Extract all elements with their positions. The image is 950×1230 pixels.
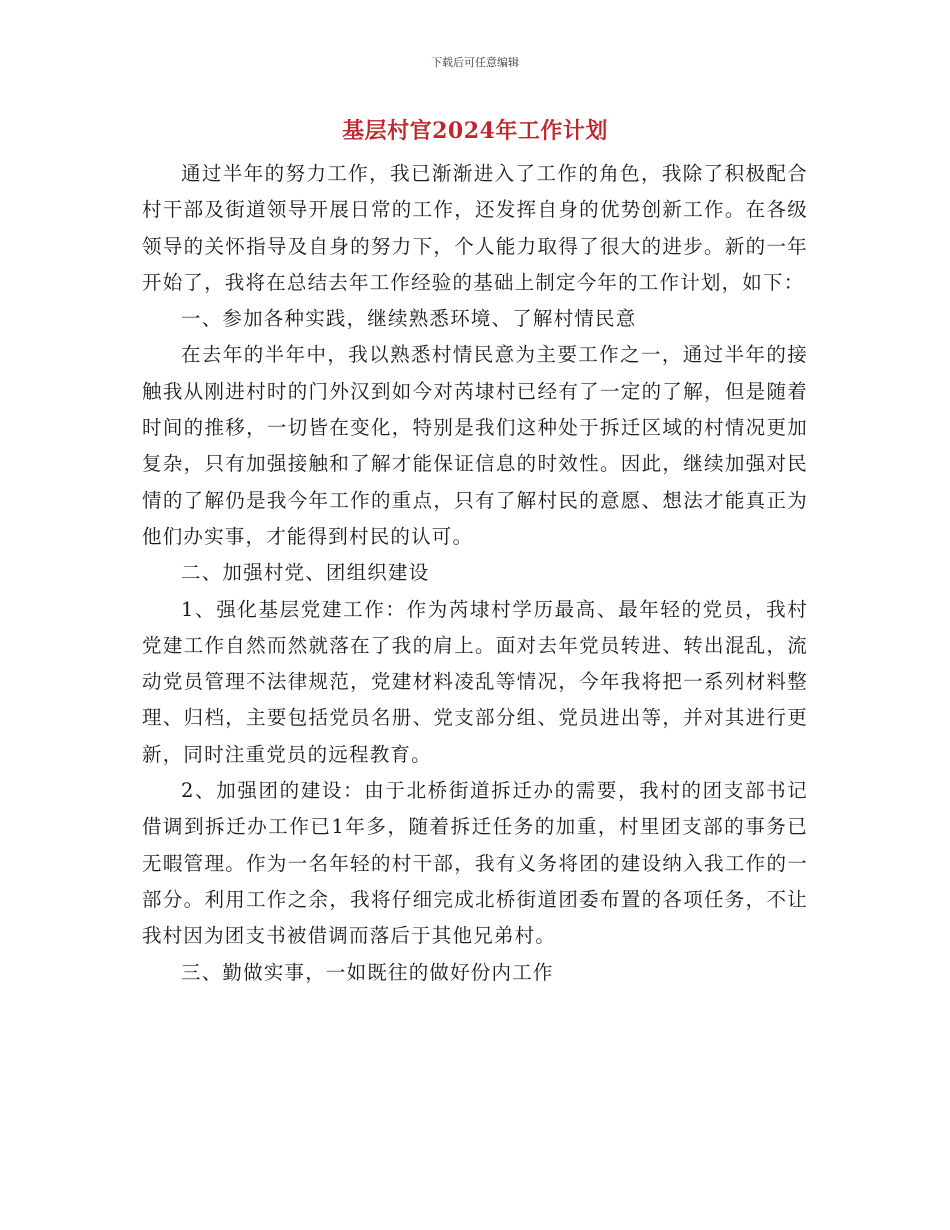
document-body [142,156,808,991]
section-heading-1: 一、参加各种实践，继续熟悉环境、了解村情民意 [181,307,637,331]
section-heading-2: 二、加强村党、团组织建设 [181,561,430,585]
intro-paragraph: 通过半年的努力工作，我已渐渐进入了工作的角色，我除了积极配合村干部及街道领导开展日常的工作，还发挥自身的优势创新工作。在各级领导的关怀指导及自身的努力下，个人能力取得了很大的进步。新的一年开始了，我将在总结去年工作经验的基础上制定今年的工作计划，如下： [142,162,808,294]
section-2-item-2: 2、加强团的建设：由于北桥街道拆迁办的需要，我村的团支部书记借调到拆迁办工作已1年多，随着拆迁任务的加重，村里团支部的事务已无暇管理。作为一名年轻的村干部，我有义务将团的建设纳入我工作的一部分。利用工作之余，我将仔细完成北桥街道团委布置的各项任务，不让我村因为团支书被借调而落后于其他兄弟村。 [142,779,808,948]
section-2-item-1: 1、强化基层党建工作：作为芮埭村学历最高、最年轻的党员，我村党建工作自然而然就落在了我的肩上。面对去年党员转进、转出混乱，流动党员管理不法律规范，党建材料凌乱等情况，今年我将把一系列材料整理、归档，主要包括党员名册、党支部分组、党员进出等，并对其进行更新，同时注重党员的远程教育。 [142,597,808,766]
section-heading-3: 三、勤做实事，一如既往的做好份内工作 [181,960,554,984]
header-note: 下载后可任意编辑 [431,56,519,69]
section-1-paragraph: 在去年的半年中，我以熟悉村情民意为主要工作之一，通过半年的接触我从刚进村时的门外汉到如今对芮埭村已经有了一定的了解，但是随着时间的推移，一切皆在变化，特别是我们这种处于拆迁区域的村情况更加复杂，只有加强接触和了解才能保证信息的时效性。因此，继续加强对民情的了解仍是我今年工作的重点，只有了解村民的意愿、想法才能真正为他们办实事，才能得到村民的认可。 [142,343,808,548]
document-title: 基层村官2024年工作计划 [342,118,608,144]
